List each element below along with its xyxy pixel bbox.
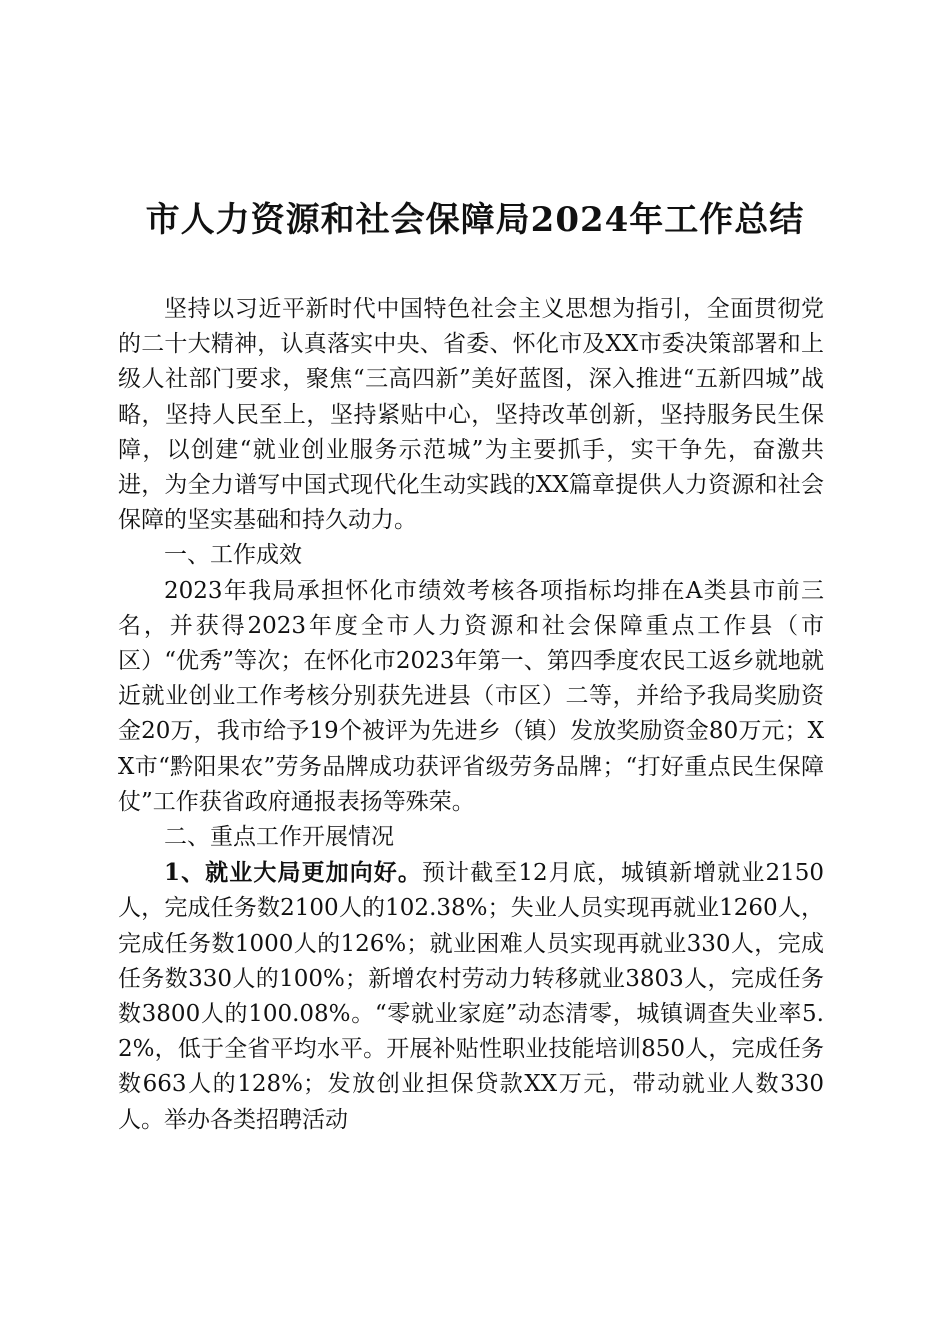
intro-paragraph: 坚持以习近平新时代中国特色社会主义思想为指引，全面贯彻党的二十大精神，认真落实中央、省委、怀化市及XX市委决策部署和上级人社部门要求，聚焦“三高四新”美好蓝图，深入推进“五新四城”战略，坚持人民至上，坚持紧贴中心，坚持改革创新，坚持服务民生保障，以创建“就业创业服务示范城”为主要抓手，实干争先，奋激共进，为全力谱写中国式现代化生动实践的XX篇章提供人力资源和社会保障的坚实基础和持久动力。 (118, 296, 824, 534)
document-body (118, 292, 824, 1138)
achievements-paragraph: 2023年我局承担怀化市绩效考核各项指标均排在A类县市前三名，并获得2023年度全市人力资源和社会保障重点工作县（市区）“优秀”等次；在怀化市2023年第一、第四季度农民工返乡就地就近就业创业工作考核分别获先进县（市区）二等，并给予我局奖励资金20万，我市给予19个被评为先进乡（镇）发放奖励资金80万元；XX市“黔阳果农”劳务品牌成功获评省级劳务品牌；“打好重点民生保障仗”工作获省政府通报表扬等殊荣。 (118, 577, 824, 815)
document-title: 市人力资源和社会保障局2024年工作总结 (145, 200, 805, 240)
employment-lead: 1、就业大局更加向好。 (164, 859, 422, 887)
section-heading-key-work: 二、重点工作开展情况 (164, 824, 394, 851)
section-heading-achievements: 一、工作成效 (164, 542, 302, 569)
employment-text: 预计截至12月底，城镇新增就业2150人，完成任务数2100人的102.38%；失业人员实现再就业1260人，完成任务数1000人的126%；就业困难人员实现再就业330人，完成任务数330人的100%；新增农村劳动力转移就业3803人，完成任务数3800人的100.08%。“零就业家庭”动态清零，城镇调查失业率5.2%，低于全省平均水平。开展补贴性职业技能培训850人，完成任务数663人的128%；发放创业担保贷款XX万元，带动就业人数330人。举办各类招聘活动 (118, 860, 824, 1133)
employment-paragraph (118, 855, 824, 1138)
